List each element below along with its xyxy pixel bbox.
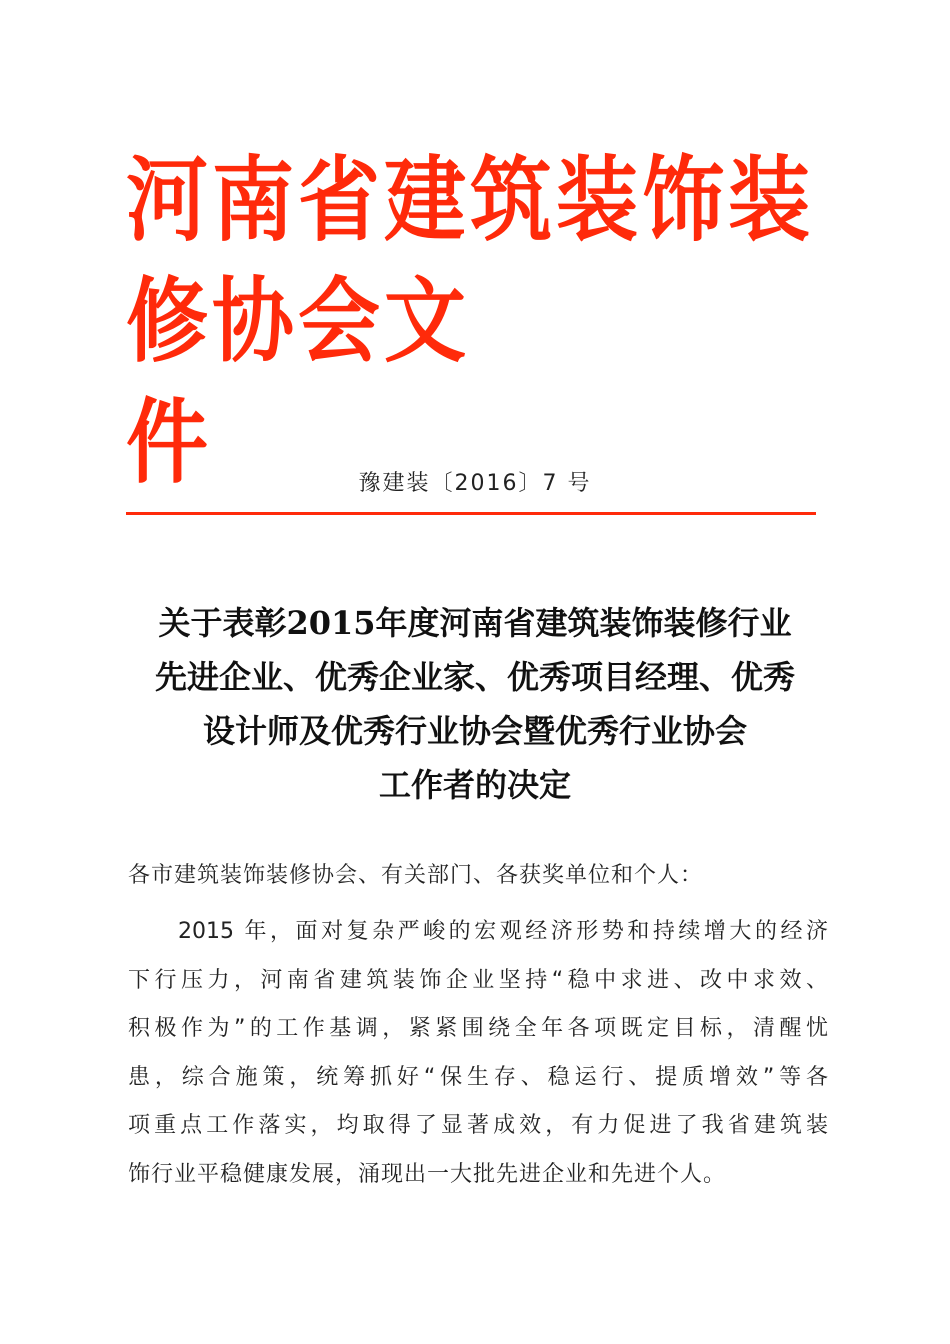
body-paragraph [128, 908, 828, 1199]
title-line: 先进企业、优秀企业家、优秀项目经理、优秀 [154, 658, 795, 696]
title-line: 关于表彰2015年度河南省建筑装饰装修行业 [158, 604, 792, 642]
document-title [110, 596, 840, 812]
document-number: 豫建装〔2016〕7 号 [358, 471, 592, 496]
masthead-title [126, 140, 846, 503]
title-line: 设计师及优秀行业协会暨优秀行业协会 [202, 712, 747, 750]
salutation: 各市建筑装饰装修协会、有关部门、各获奖单位和个人： [128, 863, 704, 888]
body-line: 2015 年，面对复杂严峻的宏观经济形势和持续增大的经济 [178, 919, 828, 944]
masthead-line-1: 河南省建筑装饰装修协会文 [126, 146, 815, 376]
body-line: 饰行业平稳健康发展，涌现出一大批先进企业和先进个人。 [128, 1161, 727, 1187]
red-divider-line [126, 512, 816, 515]
body-line: 项重点工作落实，均取得了显著成效，有力促进了我省建筑装 [128, 1113, 828, 1138]
body-line: 患，综合施策，统筹抓好“保生存、稳运行、提质增效”等各 [128, 1064, 828, 1090]
masthead-line-2: 件 [126, 388, 213, 497]
body-line: 下行压力，河南省建筑装饰企业坚持“稳中求进、改中求效、 [128, 967, 828, 993]
body-line: 积极作为”的工作基调，紧紧围绕全年各项既定目标，清醒忧 [128, 1016, 828, 1041]
title-line: 工作者的决定 [378, 766, 571, 804]
